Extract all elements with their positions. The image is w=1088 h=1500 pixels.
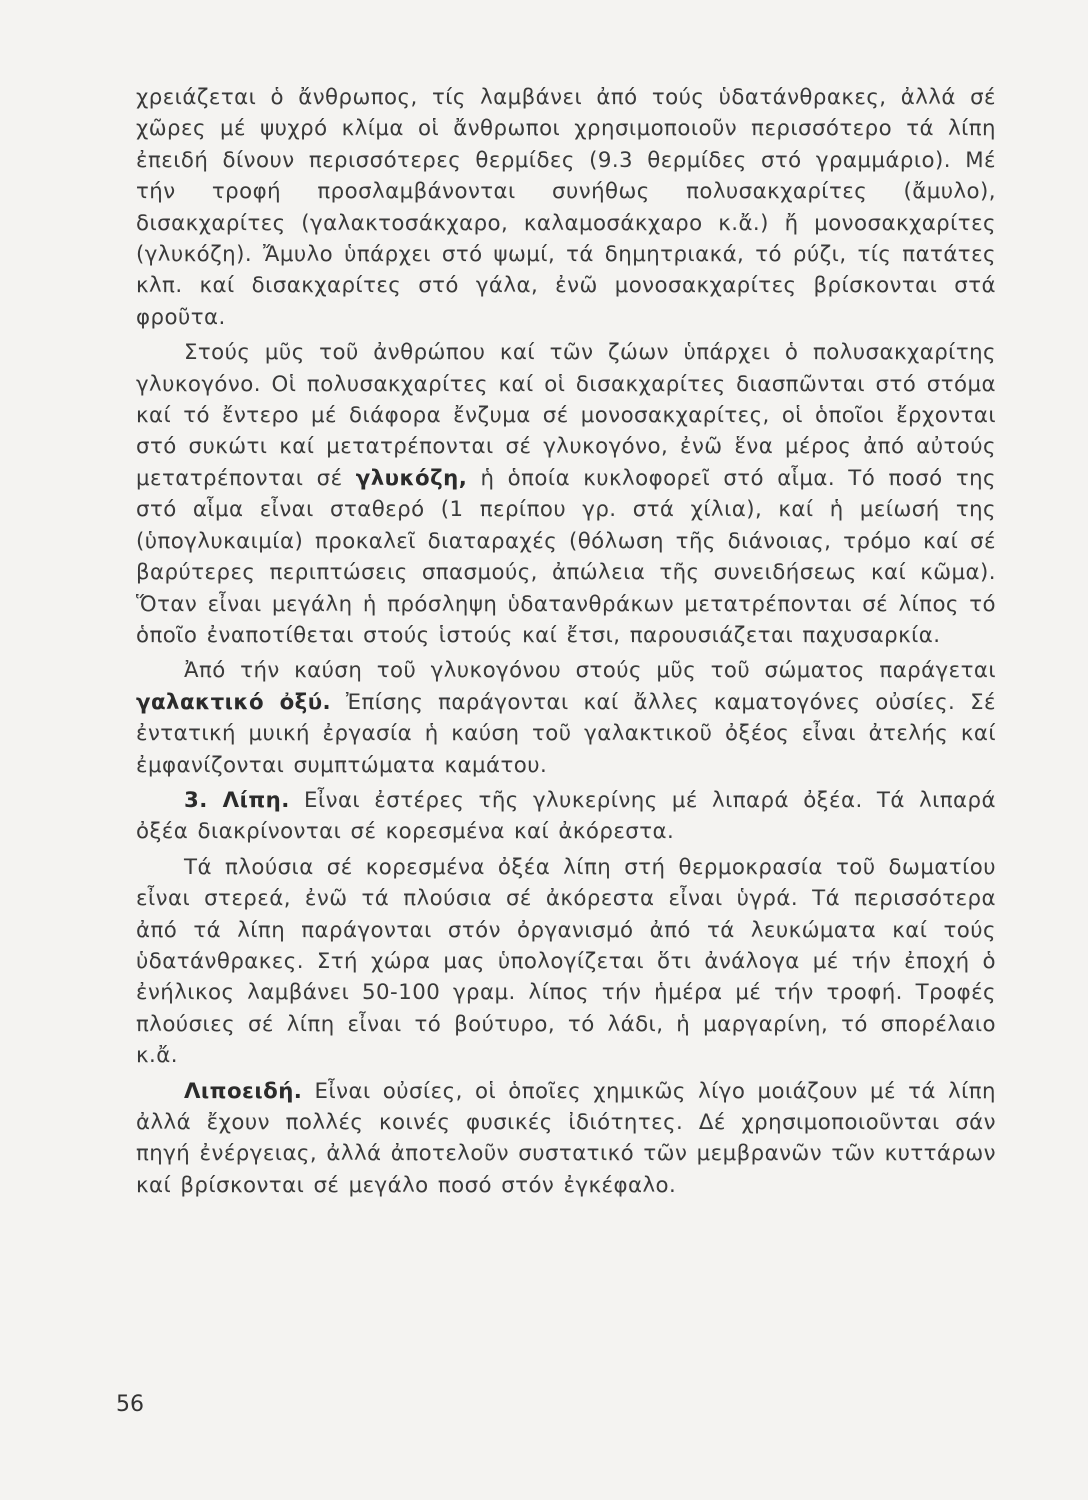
text-run: χρειάζεται ὁ ἄνθρωπος, τίς λαμβάνει ἀπό τούς ὑδατάνθρακες, ἀλλά σέ χῶρες μέ ψυχρό κλίμα οἱ ἄνθρωποι χρησιμοποιοῦν περισσότερο τά λίπη ἐπειδή δίνουν περισσότερες θερμίδες (9.3 θερμίδες στό γραμμάριο). Μέ τήν τροφή προσλαμβάνονται συνήθως πολυσακχαρίτες (ἄμυλο), δισακχαρίτες (γαλακτοσάκχαρο, καλαμοσάκχαρο κ.ἄ.) ἤ μονοσακχαρίτες (γλυκόζη). Ἄμυλο ὑπάρχει στό ψωμί, τά δημητριακά, τό ρύζι, τίς πατάτες κλπ. καί δισακχαρίτες στό γάλα, ἐνῶ μονοσακχαρίτες βρίσκονται στά φροῦτα. [136,85,996,330]
paragraph-lactic-acid [136,655,996,781]
paragraph-fats-details [136,852,996,1072]
text-run: Εἶναι ἐστέρες τῆς γλυκερίνης μέ λιπαρά ὀξέα. Τά λιπαρά ὀξέα διακρίνονται σέ κορεσμένα καί ἀκόρεστα. [136,787,996,845]
text-run: Στούς μῦς τοῦ ἀνθρώπου καί τῶν ζώων ὑπάρχει ὁ πολυσακχαρίτης γλυκογόνο. Οἱ πολυσακχαρίτες καί οἱ δισακχαρίτες διασπῶνται στό στόμα καί τό ἔντερο μέ διάφορα ἔνζυμα σέ μονοσακχαρίτες, οἱ ὁποῖοι ἔρχονται στό συκώτι καί μετατρέπονται σέ γλυκογόνο, ἐνῶ ἕνα μέρος ἀπό αὐτούς μετατρέπονται σέ [136,340,996,491]
term-lactic-acid: γαλακτικό ὀξύ. [136,689,332,715]
body-text [136,82,996,1201]
term-glucose: γλυκόζη, [355,465,468,491]
paragraph-lipoids [136,1076,996,1202]
term-lipoids: Λιποειδή. [184,1078,303,1104]
text-run: Ἐπίσης παράγονται καί ἄλλες καματογόνες οὐσίες. Σέ ἐντατική μυική ἐργασία ἡ καύση τοῦ γαλακτικοῦ ὀξέος εἶναι ἀτελής καί ἐμφανίζονται συμπτώματα καμάτου. [136,689,996,778]
text-run: Ἀπό τήν καύση τοῦ γλυκογόνου στούς μῦς τοῦ σώματος παράγεται [184,658,996,684]
page-number: 56 [116,1392,144,1417]
section-heading-fats: 3. Λίπη. [184,787,290,813]
text-run: Τά πλούσια σέ κορεσμένα ὀξέα λίπη στή θερμοκρασία τοῦ δωματίου εἶναι στερεά, ἐνῶ τά πλούσια σέ ἀκόρεστα εἶναι ὑγρά. Τά περισσότερα ἀπό τά λίπη παράγονται στόν ὀργανισμό ἀπό τά λευκώματα καί τούς ὑδατάνθρακες. Στή χώρα μας ὑπολογίζεται ὅτι ἀνάλογα μέ τήν ἐποχή ὁ ἐνήλικος λαμβάνει 50-100 γραμ. λίπος τήν ἡμέρα μέ τήν τροφή. Τροφές πλούσιες σέ λίπη εἶναι τό βούτυρο, τό λάδι, ἡ μαργαρίνη, τό σπορέλαιο κ.ἄ. [136,854,996,1069]
paragraph-fats-heading [136,785,996,848]
text-run: Εἶναι οὐσίες, οἱ ὁποῖες χημικῶς λίγο μοιάζουν μέ τά λίπη ἀλλά ἔχουν πολλές κοινές φυσικές ἰδιότητες. Δέ χρησιμοποιοῦνται σάν πηγή ἐνέργειας, ἀλλά ἀποτελοῦν συστατικό τῶν μεμβρανῶν τῶν κυττάρων καί βρίσκονται σέ μεγάλο ποσό στόν ἐγκέφαλο. [136,1078,996,1198]
paragraph-carbohydrate-intake [136,82,996,333]
paragraph-glycogen [136,337,996,651]
text-run: ἡ ὁποία κυκλοφορεῖ στό αἷμα. Τό ποσό της στό αἷμα εἶναι σταθερό (1 περίπου γρ. στά χίλια), καί ἡ μείωσή της (ὑπογλυκαιμία) προκαλεῖ διαταραχές (θόλωση τῆς διάνοιας, τρόμο καί σέ βαρύτερες περιπτώσεις σπασμούς, ἀπώλεια τῆς συνειδήσεως καί κῶμα). Ὅταν εἶναι μεγάλη ἡ πρόσληψη ὑδατανθράκων μετατρέπονται σέ λίπος τό ὁποῖο ἐναποτίθεται στούς ἱστούς καί ἔτσι, παρουσιάζεται παχυσαρκία. [136,465,996,648]
